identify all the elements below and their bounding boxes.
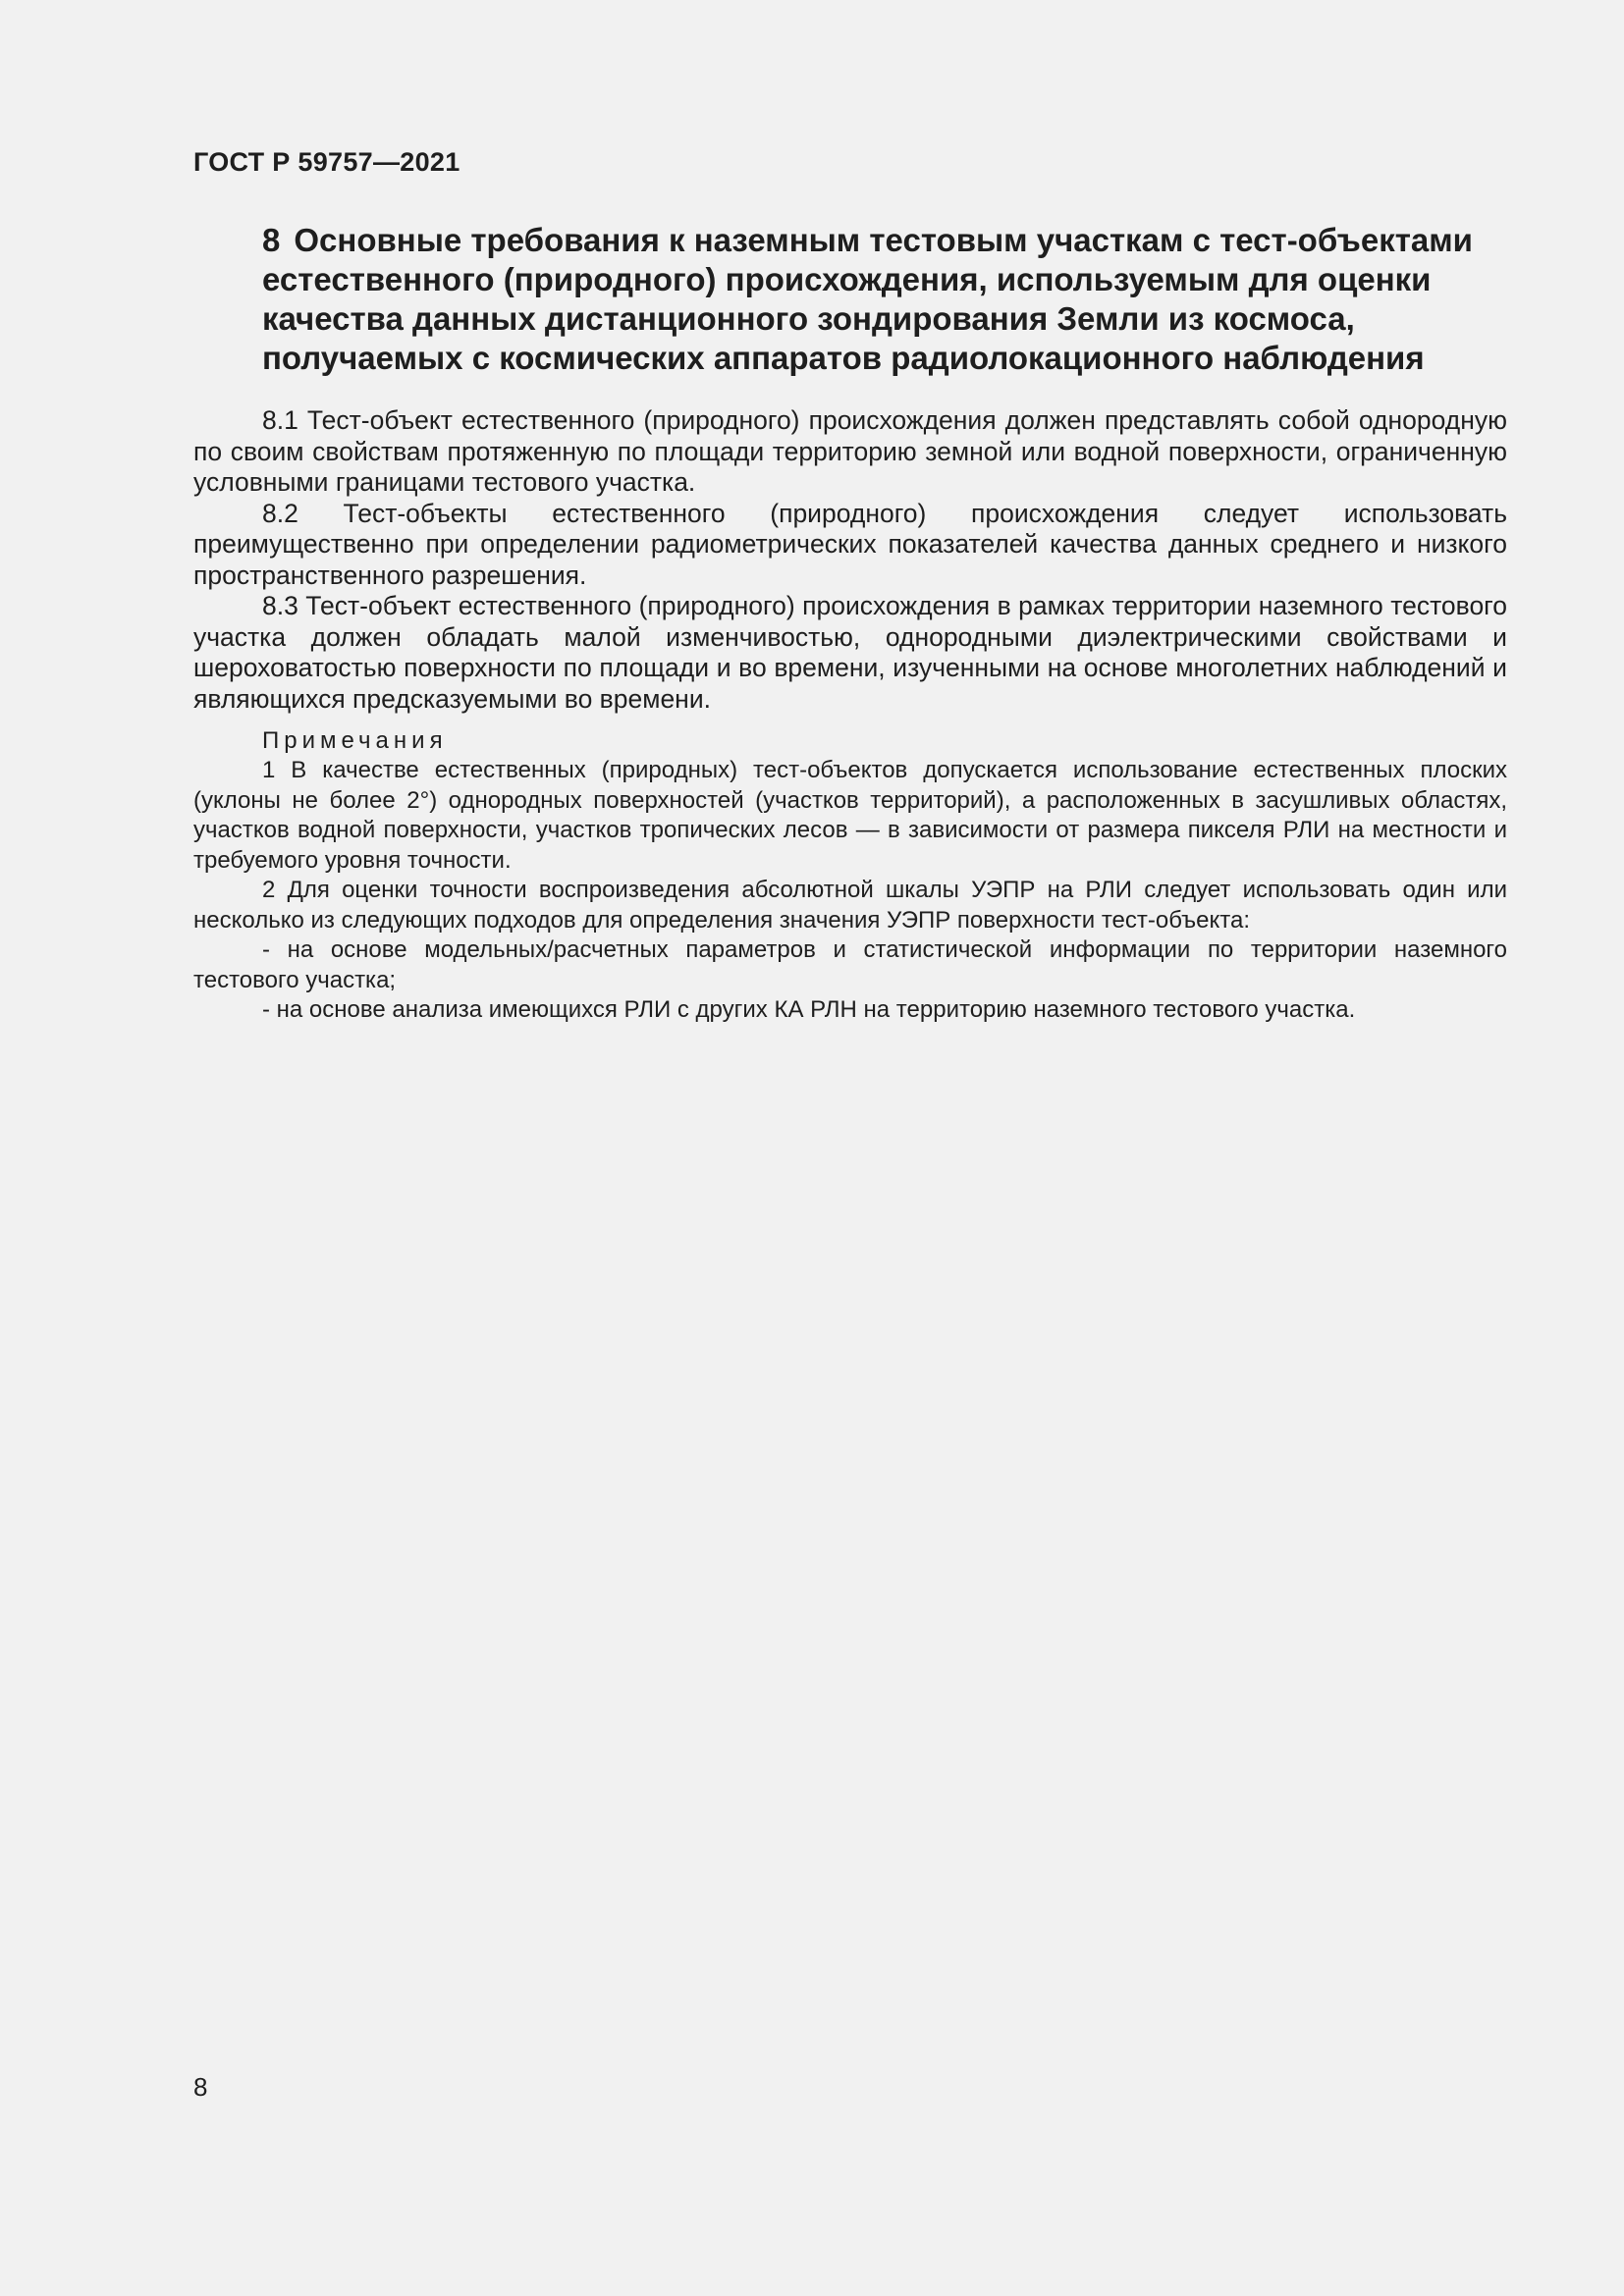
notes-block xyxy=(193,726,1507,1026)
section-title-text: Основные требования к наземным тестовым участкам с тест-объектами естественного (природного) происхождения, используемым для оценки качества данных дистанционного зондирования Земли из космоса, получаемых с космических аппаратов радиолокационного наблюдения xyxy=(262,222,1473,376)
page-number: 8 xyxy=(193,2072,208,2102)
paragraph-8-1: 8.1 Тест-объект естественного (природного) происхождения должен представлять собой однородную по своим свойствам протяженную по площади территорию земной или водной поверхности, ограниченную условными границами тестового участка. xyxy=(193,405,1507,497)
section-number: 8 xyxy=(262,222,281,258)
document-header: ГОСТ Р 59757—2021 xyxy=(193,147,460,177)
note-1: 1 В качестве естественных (природных) тест-объектов допускается использование естественных плоских (уклоны не более 2°) однородных поверхностей (участков территорий), а расположенных в засушливых областях, участков водной поверхности, участков тропических лесов — в зависимости от размера пикселя РЛИ на местности и требуемого уровня точности. xyxy=(193,757,1507,874)
notes-heading: Примечания xyxy=(262,727,448,754)
paragraph-8-2: 8.2 Тест-объекты естественного (природного) происхождения следует использовать преимущественно при определении радиометрических показателей качества данных среднего и низкого пространственного разрешения. xyxy=(193,498,1507,590)
section-title xyxy=(193,221,1507,378)
note-2: 2 Для оценки точности воспроизведения абсолютной шкалы УЭПР на РЛИ следует использовать один или несколько из следующих подходов для определения значения УЭПР поверхности тест-объекта: xyxy=(193,877,1507,934)
paragraph-8-3: 8.3 Тест-объект естественного (природного) происхождения в рамках территории наземного тестового участка должен обладать малой изменчивостью, однородными диэлектрическими свойствами и шероховатостью поверхности по площади и во времени, изученными на основе многолетних наблюдений и являющихся предсказуемыми во времени. xyxy=(193,591,1507,714)
section-8 xyxy=(193,221,1507,1026)
note-2-item-1: - на основе модельных/расчетных параметров и статистической информации по территории наземного тестового участка; xyxy=(193,936,1507,993)
note-2-item-2: - на основе анализа имеющихся РЛИ с других КА РЛН на территорию наземного тестового участка. xyxy=(262,996,1356,1023)
